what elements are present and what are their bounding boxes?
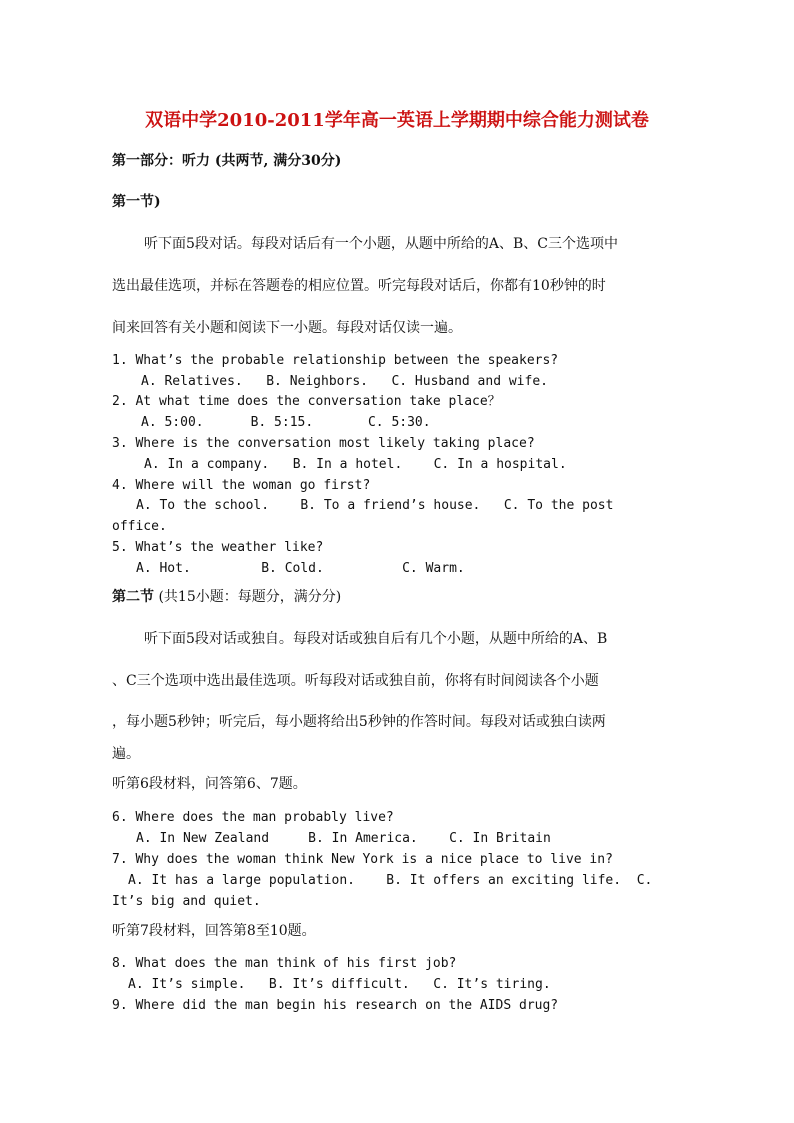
section2-heading <box>112 590 341 604</box>
question-4-options: A. To the school. B. To a friend’s house. C. To the post <box>136 498 614 513</box>
section2-heading-label: 第二节 <box>112 589 154 605</box>
section1-instruction-line-2: 选出最佳选项，并标在答题卷的相应位置。听完每段对话后，你都有10秒钟的时 <box>112 278 606 294</box>
section2-instruction-line-3: ，每小题5秒钟；听完后，每小题将给出5秒钟的作答时间。每段对话或独白读两 <box>112 714 606 730</box>
question-4-options-continued: office. <box>112 519 167 534</box>
question-5-options: A. Hot. B. Cold. C. Warm. <box>136 561 465 576</box>
question-1-options: A. Relatives. B. Neighbors. C. Husband and wife. <box>141 374 548 389</box>
section1-instruction-line-1: 听下面5段对话。每段对话后有一个小题，从题中所给的A、B、C三个选项中 <box>144 236 619 252</box>
question-6-options: A. In New Zealand B. In America. C. In Britain <box>136 831 551 846</box>
question-8-options: A. It’s simple. B. It’s difficult. C. It’s tiring. <box>128 977 551 992</box>
question-4: 4. Where will the woman go first? <box>112 478 371 493</box>
section1-instruction-line-3: 间来回答有关小题和阅读下一小题。每段对话仅读一遍。 <box>112 320 462 336</box>
question-7-options: A. It has a large population. B. It offers an exciting life. C. <box>128 873 653 888</box>
question-6: 6. Where does the man probably live? <box>112 810 394 825</box>
section2-instruction-line-4: 遍。 <box>112 746 140 762</box>
section1-heading: 第一节) <box>112 194 161 210</box>
question-2-options: A. 5:00. B. 5:15. C. 5:30. <box>141 415 431 430</box>
question-8: 8. What does the man think of his first job? <box>112 956 457 971</box>
material-6-heading: 听第6段材料，问答第6、7题。 <box>112 776 307 792</box>
question-5: 5. What’s the weather like? <box>112 540 324 555</box>
question-3: 3. Where is the conversation most likely taking place? <box>112 436 535 451</box>
section2-heading-detail: (共15小题：每题分，满分分) <box>154 589 342 605</box>
page-title: 双语中学2010-2011学年高一英语上学期期中综合能力测试卷 <box>145 110 649 131</box>
question-9: 9. Where did the man begin his research on the AIDS drug? <box>112 998 559 1013</box>
part1-heading: 第一部分：听力 (共两节, 满分30分) <box>112 153 342 169</box>
section2-instruction-line-2: 、C三个选项中选出最佳选项。听每段对话或独自前，你将有时间阅读各个小题 <box>112 673 599 689</box>
question-7-options-continued: It’s big and quiet. <box>112 894 261 909</box>
question-7: 7. Why does the woman think New York is a nice place to live in? <box>112 852 613 867</box>
question-1: 1. What’s the probable relationship between the speakers? <box>112 353 559 368</box>
question-3-options: A. In a company. B. In a hotel. C. In a hospital. <box>144 457 567 472</box>
question-2: 2. At what time does the conversation take place？ <box>112 394 501 409</box>
section2-instruction-line-1: 听下面5段对话或独自。每段对话或独自后有几个小题，从题中所给的A、B <box>144 631 608 647</box>
material-7-heading: 听第7段材料，回答第8至10题。 <box>112 923 316 939</box>
